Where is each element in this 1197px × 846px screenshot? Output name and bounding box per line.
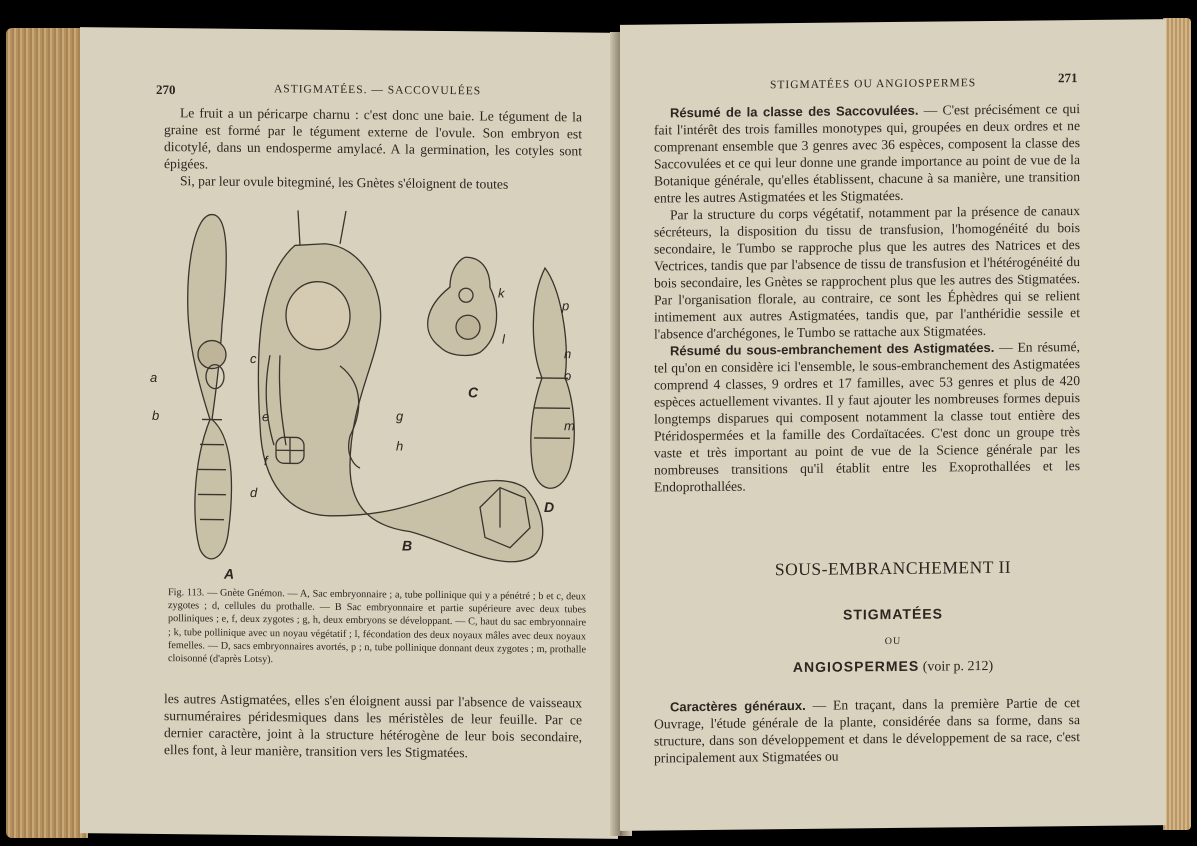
page-number: 271: [1058, 70, 1078, 86]
body-text-bottom: [164, 690, 582, 762]
page-edges-right: [1163, 18, 1191, 830]
label-n: n: [564, 346, 572, 362]
right-page: [620, 19, 1166, 831]
open-book: [6, 18, 1191, 840]
label-c: c: [250, 350, 257, 367]
figure-B-embryo-sac: [258, 210, 542, 562]
paragraph: Le fruit a un péricarpe charnu : c'est donc une baie. Le tégument de la graine est formé par le tégument externe de l'ovule. Son embryon est dicotylé, dans un endosperme amylacé. A la germination, les cotyles sont épigées.: [164, 105, 582, 172]
label-b: b: [152, 407, 160, 424]
subtitle-stigmatees: STIGMATÉES: [843, 605, 943, 623]
subtitle-ou: OU: [884, 635, 902, 648]
label-a: a: [150, 369, 158, 385]
label-B: B: [402, 537, 413, 554]
label-o: o: [564, 368, 572, 384]
label-p: p: [562, 298, 570, 314]
figure-caption: Fig. 113. — Gnète Gnémon. — A, Sac embryonnaire ; a, tube pollinique qui y a pénétré ; b et c, deux zygotes ; d, cellules du prothalle. — B Sac embryonnaire et partie supérieure avec deux tubes polliniques ; e, f, deux zygotes ; g, h, deux embryons se développant. — C, haut du sac embryonnaire ; k, tube pollinique avec un noyau végétatif ; l, fécondation des deux noyaux mâles avec deux noyaux femelles. — D, sacs embryonnaires avortés, p ; n, tube pollinique donnant deux zygotes ; m, prothalle cloisonné (d'après Lotsy).: [168, 587, 586, 666]
body-text-top: [164, 104, 582, 193]
label-C: C: [468, 384, 479, 401]
body-text-bottom: [654, 694, 1080, 766]
paragraph: — En traçant, dans la première Partie de cet Ouvrage, l'étude générale de la plante, considérée dans sa forme, dans sa structure, dans son développement et dans le développement de sa race, c'est principalement aux Stigmatées ou: [654, 695, 1080, 766]
subtitle-angiospermes: ANGIOSPERMES: [792, 657, 920, 676]
section-heading: Caractères généraux.: [670, 697, 806, 715]
figure-A-embryo-sac: [188, 214, 232, 559]
section-heading: Résumé de la classe des Saccovulées.: [670, 102, 919, 121]
paragraph: Par la structure du corps végétatif, notamment par la présence de canaux sécréteurs, la disposition du tissu de transfusion, l'homogénéité du bois secondaire, le Tumbo se rapproche plus que les autres des Natrices et des Vectrices, tandis que par l'absence de tissu de transfusion et l'hétérogénéité du bois secondaire, les Gnètes se rapprochent plus que les autres des Stigmatées. Par l'organisation florale, au contraire, ce sont les Éphèdres qui se relient intimement aux autres Astigmatées, tandis que, par l'anthéridie sessile et l'absence d'archégones, le Tumbo se rattache aux Stigmatées.: [654, 203, 1080, 342]
section-heading: Résumé du sous-embranchement des Astigmatées.: [670, 339, 995, 359]
page-reference: (voir p. 212): [922, 658, 994, 675]
page-number: 270: [156, 81, 176, 98]
running-head: STIGMATÉES OU ANGIOSPERMES: [770, 77, 977, 92]
label-l: l: [502, 331, 505, 347]
body-text: [654, 100, 1080, 495]
label-g: g: [396, 408, 404, 424]
label-m: m: [564, 418, 575, 434]
subtitle-angiospermes-line: [620, 655, 1166, 679]
label-k: k: [498, 285, 505, 301]
left-page: [80, 27, 618, 839]
label-d: d: [250, 484, 258, 501]
paragraph: — C'est précisément ce qui fait l'intérêt des trois familles monotypes qui, groupées en deux ordres et ne comprenant ensemble que 3 genres avec 36 espèces, composent la classe des Saccovulées et ce qui leur donne une grande importance au point de vue de la Botanique générale, qu'elles établissent, chacune à sa manière, une transition entre les autres Astigmatées et les Stigmatées.: [654, 101, 1081, 206]
figure-C-sac-top: [428, 257, 497, 356]
label-A: A: [224, 565, 235, 582]
running-head: ASTIGMATÉES. — SACCOVULÉES: [274, 83, 482, 98]
label-e: e: [262, 409, 270, 425]
figure-113: [150, 204, 580, 589]
paragraph: les autres Astigmatées, elles s'en éloignent aussi par l'absence de vaisseaux surnuméraires péridesmiques dans les méristèles de leur feuille. Par ce dernier caractère, joint à la structure hétérogène de leur bois secondaire, elles font, à leur manière, transition vers les Stigmatées.: [164, 691, 582, 761]
label-D: D: [544, 499, 555, 516]
page-edges-left: [6, 28, 88, 838]
paragraph: Si, par leur ovule bitegminé, les Gnètes s'éloignent de toutes: [180, 173, 509, 192]
section-title: SOUS-EMBRANCHEMENT II: [774, 556, 1012, 580]
label-f: f: [264, 453, 268, 469]
label-h: h: [396, 438, 404, 454]
paragraph: — En résumé, tel qu'on en considère ici l'ensemble, le sous-embranchement des Astigmatées comprend 4 classes, 9 ordres et 17 familles, avec 53 genres et plus de 420 espèces actuellement vivantes. Il y faut ajouter les nombreuses formes depuis longtemps disparues qui composent notamment la classe tout entière des Ptéridospermées et la famille des Cordaïtacées. C'est donc un groupe très vaste et très important au point de vue de la Science générale par les nombreuses transitions qu'il établit entre les Exoprothallées et les Endoprothallées.: [654, 339, 1080, 495]
